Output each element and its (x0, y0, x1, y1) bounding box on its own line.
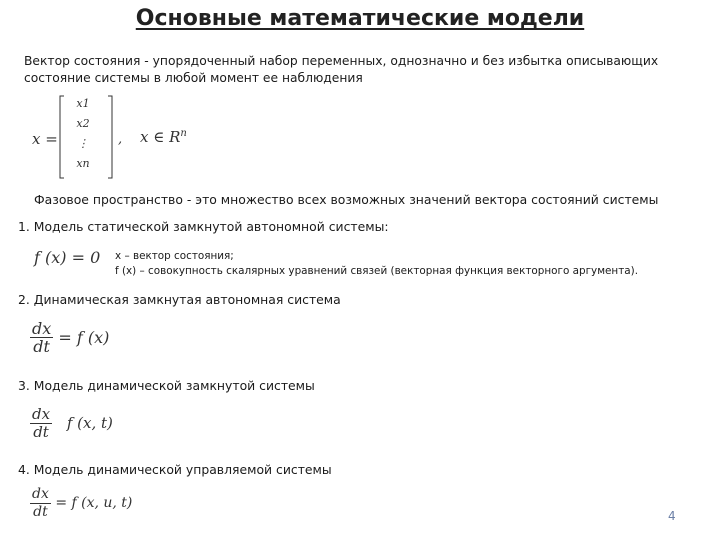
model2-fraction: $\frac{dx}{dt}$ (32, 319, 52, 356)
model4-heading: 4. Модель динамической управляемой системы (18, 462, 332, 477)
page-number: 4 (668, 509, 676, 523)
component-x1: x1 (76, 97, 90, 110)
model1-notes (115, 249, 705, 279)
model1-note-function: f (x) – совокупность скалярных уравнений связей (векторная функция векторного аргумента). (115, 265, 638, 277)
vector-components (68, 94, 98, 174)
slide-title: Основные математические модели (135, 6, 585, 31)
model4-formula: $\frac{dx}{dt}$ = f (x, u, t) (32, 486, 133, 520)
model1-note-state-vector: x – вектор состояния; (115, 250, 234, 262)
component-x2: x2 (76, 117, 90, 130)
model2-formula: $\frac{dx}{dt}$ = f (x) (32, 319, 110, 356)
model1-heading: 1. Модель статической замкнутой автономной системы: (18, 219, 389, 234)
model3-heading: 3. Модель динамической замкнутой системы (18, 378, 315, 393)
model3-fraction: $\frac{dx}{dt}$ (32, 405, 51, 441)
model2-heading: 2. Динамическая замкнутая автономная система (18, 292, 341, 307)
model1-formula: f (x) = 0 (34, 248, 101, 267)
state-vector-definition: Вектор состояния - упорядоченный набор переменных, однозначно и без избытка описывающих состояние системы в любой момент ее наблюдения (24, 54, 659, 85)
state-vector-formula: x = x1 x2 ⋮ xn , x ∈ $R^n$ (28, 92, 218, 182)
model3-formula: $\frac{dx}{dt}$ f (x, t) (32, 405, 113, 441)
phase-space-definition: Фазовое пространство - это множество всех возможных значений вектора состояний системы (34, 192, 659, 207)
component-dots: ⋮ (77, 137, 89, 150)
vector-space: x ∈ $R^n$ (140, 128, 187, 146)
component-xn: xn (76, 157, 90, 170)
model4-fraction: $\frac{dx}{dt}$ (32, 486, 49, 520)
vector-lhs: x = (32, 130, 58, 148)
